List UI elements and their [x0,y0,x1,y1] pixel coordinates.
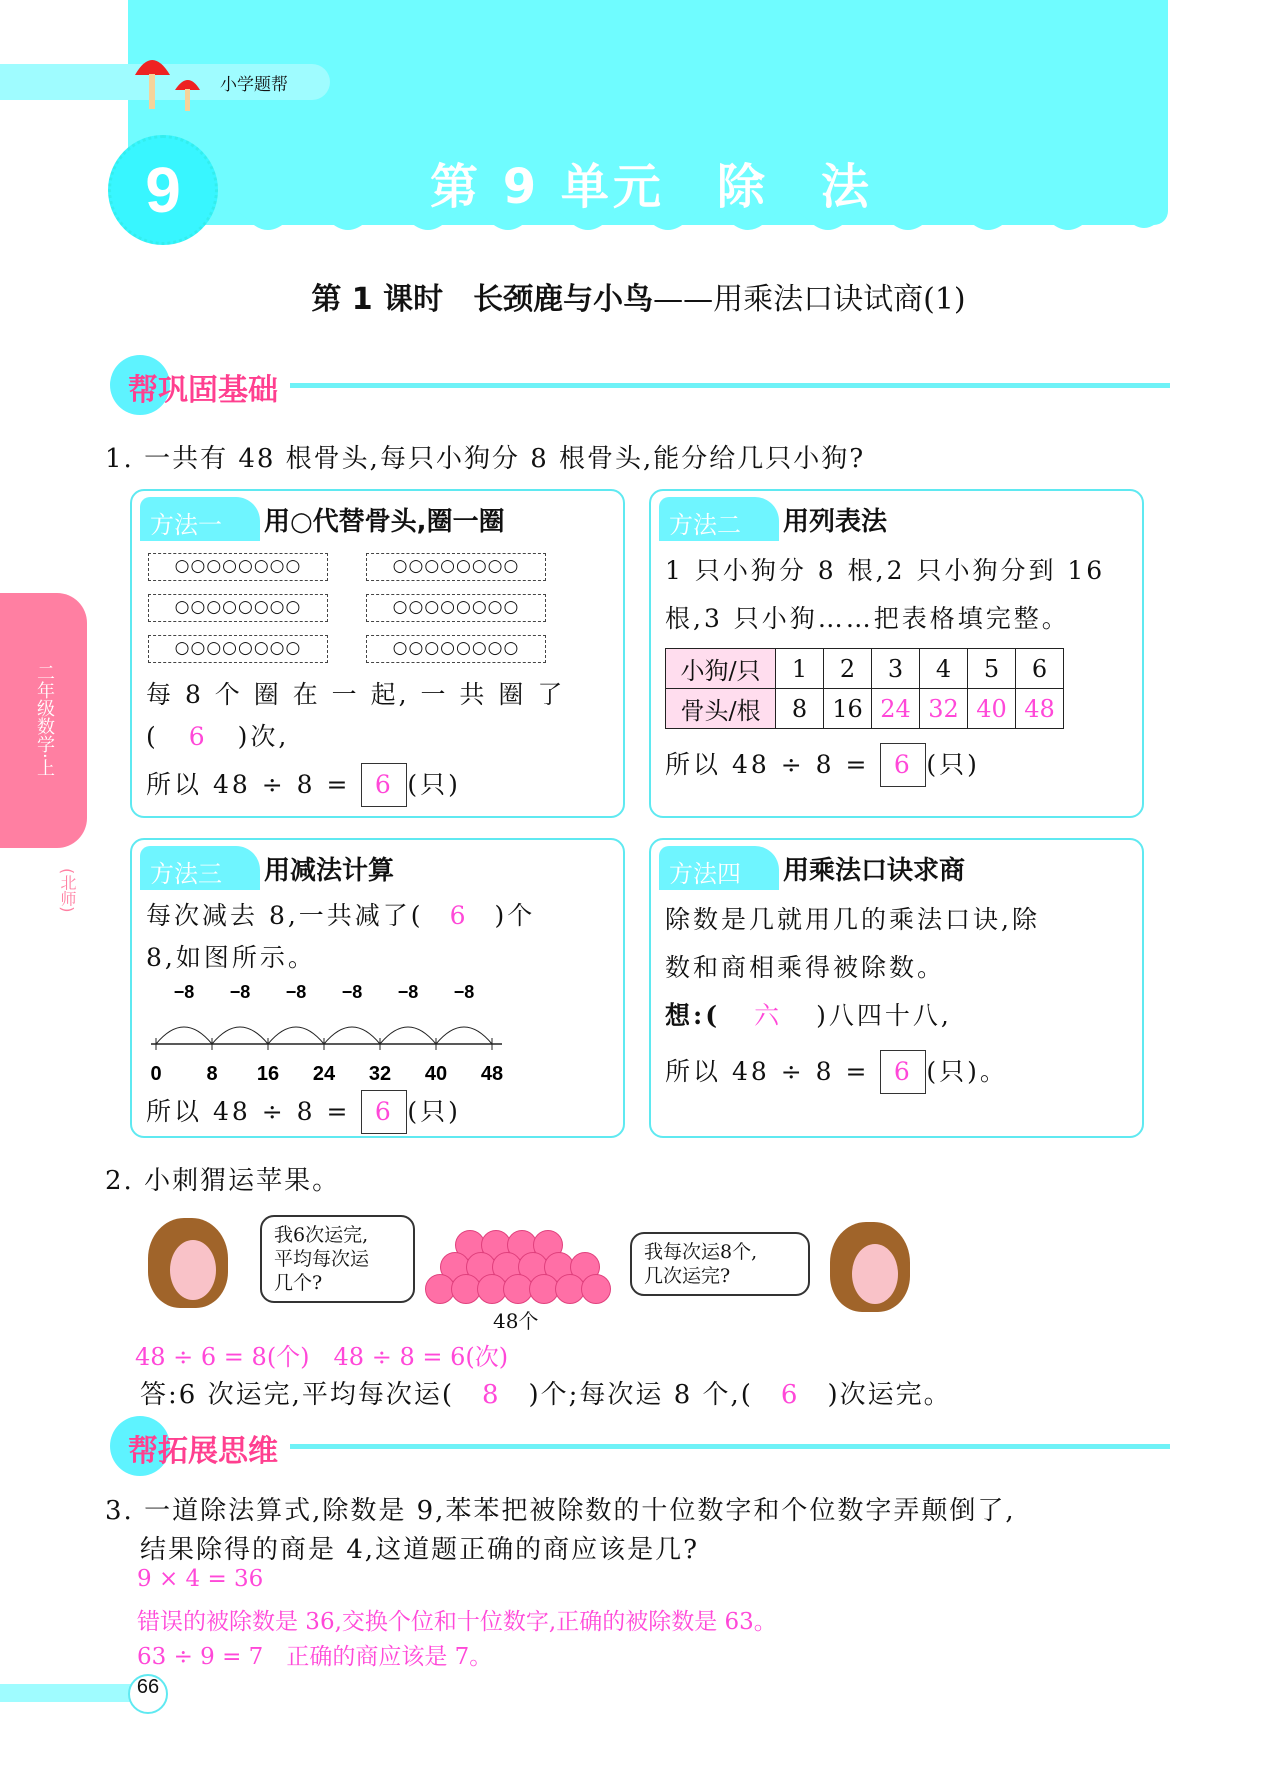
tick-label: 16 [256,1063,280,1084]
answer-box: 6 [361,1090,407,1134]
so-text: 所以 48 ÷ 8 = [146,1097,351,1126]
text-line: 8,如图所示。 [146,943,316,972]
cell: 2 [824,649,872,689]
question-2: 2. 小刺猬运苹果。 [105,1166,341,1196]
answer-line: 9 × 4 = 36 [137,1566,264,1592]
section-header-extend [110,1416,1170,1476]
unit-title: 第 9 单元 除 法 [430,159,873,215]
lesson-title [0,274,1277,318]
apple-pile [425,1230,615,1310]
method-4-box [649,838,1144,1138]
unit: (只) [926,750,980,779]
tick-label: 8 [206,1063,218,1084]
text: 答:6 次运完,平均每次运( [140,1380,454,1410]
hedgehog-right [830,1222,910,1312]
section-label: 帮巩固基础 [128,373,278,408]
number-line [146,974,606,1084]
text-line: 每 8 个 圈 在 一 起, 一 共 圈 了 [146,680,566,709]
method-tag: 方法一 [140,497,260,541]
think-label: 想:( [665,1001,721,1030]
text-line: 数和商相乘得被除数。 [665,953,946,982]
method-tag: 方法三 [140,846,260,890]
jump-arc [324,1027,380,1044]
circle-group: ○○○○○○○○ [148,553,328,581]
answer: 六 [754,1001,783,1030]
method-title: 用列表法 [783,507,888,537]
bubble-line: 平均每次运 [274,1248,370,1270]
hedgehog-left [148,1218,228,1308]
question-3-line1: 3. 一道除法算式,除数是 9,苯苯把被除数的十位数字和个位数字弄颠倒了, [105,1496,1016,1526]
row-header: 骨头/根 [666,689,776,729]
section-header-basic [110,355,1170,415]
answer-cell: 32 [920,689,968,729]
dog-bone-table [665,648,1064,729]
answer-box: 6 [880,743,926,787]
cell: 6 [1016,649,1064,689]
mushroom-icon [130,45,210,115]
answer: 6 [449,901,469,930]
answer: 8 [481,1380,501,1410]
tick-label: 32 [368,1063,392,1084]
answer-cell: 48 [1016,689,1064,729]
circle-group: ○○○○○○○○ [148,594,328,622]
jump-arc [156,1027,212,1044]
tick-label: 40 [424,1063,448,1084]
text: )个 [494,901,536,930]
jump-arc [380,1027,436,1044]
unit-number-badge: 9 [108,135,218,245]
so-text: 所以 48 ÷ 8 = [146,770,351,799]
circle-group: ○○○○○○○○ [366,594,546,622]
lesson-main: 第 1 课时 长颈鹿与小鸟 [311,282,654,317]
tick-label: 0 [150,1063,162,1084]
step-label: −8 [397,982,419,1002]
method-2-box [649,489,1144,818]
grade-label: 二年级数学·上 [34,663,55,777]
step-label: −8 [341,982,363,1002]
speech-bubble-left [260,1215,415,1303]
cell: 5 [968,649,1016,689]
question-3-line2: 结果除得的商是 4,这道题正确的商应该是几? [140,1535,700,1565]
calc-answer: 48 ÷ 6 = 8(个) 48 ÷ 8 = 6(次) [135,1343,509,1371]
step-label: −8 [285,982,307,1002]
text: )八四十八, [816,1001,952,1030]
step-label: −8 [173,982,195,1002]
answer-line: 63 ÷ 9 = 7 正确的商应该是 7。 [137,1644,493,1670]
cell: 16 [824,689,872,729]
method-3-box [130,838,625,1138]
cell: 4 [920,649,968,689]
text: )个;每次运 8 个,( [528,1380,753,1410]
apples-label: 48个 [493,1309,539,1333]
answer: 6 [780,1380,800,1410]
method-1-box [130,489,625,818]
lesson-sub: ——用乘法口诀试商(1) [653,282,966,317]
answer-cell: 40 [968,689,1016,729]
method-title: 用乘法口诀求商 [783,856,966,886]
side-tab [0,593,87,848]
bubble-line: 我6次运完, [274,1224,369,1246]
circle-group: ○○○○○○○○ [366,635,546,663]
cell: 3 [872,649,920,689]
page-number: 66 [128,1674,168,1714]
so-text: 所以 48 ÷ 8 = [665,750,870,779]
answer-line: 错误的被除数是 36,交换个位和十位数字,正确的被除数是 63。 [137,1609,777,1635]
circle-group: ○○○○○○○○ [148,635,328,663]
answer-cell: 24 [872,689,920,729]
answer-box: 6 [880,1050,926,1094]
brand-label: 小学题帮 [220,75,288,95]
answer: 6 [188,722,208,751]
unit: (只)。 [926,1057,1008,1086]
edition-label: (北师) [58,868,77,913]
bubble-line: 我每次运8个, [644,1241,758,1263]
step-label: −8 [453,982,475,1002]
jump-arc [268,1027,324,1044]
text: 每次减去 8,一共减了( [146,901,424,930]
tick-label: 24 [312,1063,336,1084]
cell: 8 [776,689,824,729]
jump-arc [436,1027,492,1044]
circle-group: ○○○○○○○○ [366,553,546,581]
text: )次运完。 [827,1380,952,1410]
row-header: 小狗/只 [666,649,776,689]
section-label: 帮拓展思维 [128,1434,278,1469]
so-text: 所以 48 ÷ 8 = [665,1057,870,1086]
cell: 1 [776,649,824,689]
paren: ( [146,722,159,751]
speech-bubble-right [630,1232,810,1296]
question-1: 1. 一共有 48 根骨头,每只小狗分 8 根骨头,能分给几只小狗? [105,444,866,474]
method-title: 用○代替骨头,圈一圈 [264,507,505,537]
method-tag: 方法四 [659,846,779,890]
bubble-line: 几次运完? [644,1265,731,1287]
bubble-line: 几个? [274,1272,323,1294]
unit: (只) [407,1097,461,1126]
text: )次, [237,722,290,751]
answer-box: 6 [361,763,407,807]
jump-arc [212,1027,268,1044]
method-tag: 方法二 [659,497,779,541]
step-label: −8 [229,982,251,1002]
method-title: 用减法计算 [264,856,395,886]
text-line: 1 只小狗分 8 根,2 只小狗分到 16 [665,556,1106,585]
text-line: 除数是几就用几的乘法口诀,除 [665,905,1040,934]
text-line: 根,3 只小狗……把表格填完整。 [665,604,1070,633]
unit: (只) [407,770,461,799]
tick-label: 48 [480,1063,504,1084]
apple-icon [581,1274,611,1304]
